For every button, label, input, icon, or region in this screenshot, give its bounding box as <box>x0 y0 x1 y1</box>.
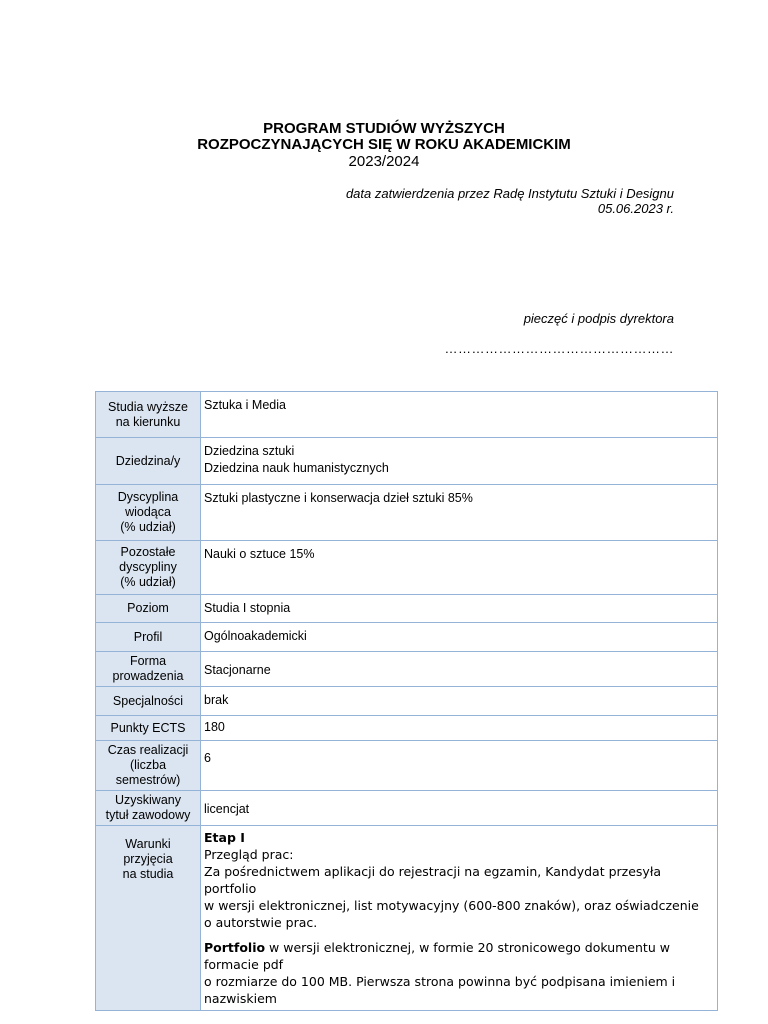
stage-heading: Etap I <box>204 830 245 845</box>
row-label: Specjalności <box>96 687 201 716</box>
table-row <box>96 392 718 438</box>
title-line-2: ROZPOCZYNAJĄCYCH SIĘ W ROKU AKADEMICKIM <box>197 136 571 153</box>
signature-line: …………………………………………… <box>444 341 674 356</box>
table-row <box>96 438 718 485</box>
table-row <box>96 595 718 623</box>
academic-year: 2023/2024 <box>348 153 420 170</box>
row-label: Punkty ECTS <box>96 716 201 741</box>
portfolio-text: Portfolio w wersji elektronicznej, w formie 20 stronicowego dokumentu w formacie pdf <box>204 940 670 972</box>
row-value: Dziedzina sztuki Dziedzina nauk humanistycznych <box>201 438 718 485</box>
approval-date: 05.06.2023 r. <box>597 201 674 216</box>
title-line-1: PROGRAM STUDIÓW WYŻSZYCH <box>263 120 505 137</box>
row-value: Studia I stopnia <box>201 595 718 623</box>
row-value: licencjat <box>201 791 718 826</box>
row-value: Sztuki plastyczne i konserwacja dzieł sztuki 85% <box>201 485 718 541</box>
table-row <box>96 652 718 687</box>
admission-text: Za pośrednictwem aplikacji do rejestracji na egzamin, Kandydat przesyła portfolio <box>204 864 662 896</box>
row-label: Pozostałe dyscypliny (% udział) <box>96 541 201 595</box>
table-row-admission <box>96 826 718 1011</box>
portfolio-text: o rozmiarze do 100 MB. Pierwsza strona powinna być podpisana imieniem i nazwiskiem <box>204 974 676 1006</box>
table-row <box>96 623 718 652</box>
row-value: 180 <box>201 716 718 741</box>
row-label: Warunki przyjęcia na studia <box>96 826 201 1011</box>
row-label: Profil <box>96 623 201 652</box>
row-value: Sztuka i Media <box>201 392 718 438</box>
table-row <box>96 485 718 541</box>
stamp-label: pieczęć i podpis dyrektora <box>523 311 674 326</box>
row-label: Studia wyższe na kierunku <box>96 392 201 438</box>
row-label: Poziom <box>96 595 201 623</box>
row-value: Ogólnoakademicki <box>201 623 718 652</box>
admission-details <box>201 826 718 1011</box>
table-row <box>96 791 718 826</box>
table-row <box>96 716 718 741</box>
row-value: 6 <box>201 741 718 791</box>
table-row <box>96 541 718 595</box>
table-row <box>96 741 718 791</box>
row-label: Czas realizacji (liczba semestrów) <box>96 741 201 791</box>
row-label: Dyscyplina wiodąca (% udział) <box>96 485 201 541</box>
program-table <box>95 391 718 1011</box>
admission-text: o autorstwie prac. <box>204 915 318 930</box>
row-value: brak <box>201 687 718 716</box>
admission-text: w wersji elektronicznej, list motywacyjny (600-800 znaków), oraz oświadczenie <box>204 898 699 913</box>
row-label: Uzyskiwany tytuł zawodowy <box>96 791 201 826</box>
row-value: Stacjonarne <box>201 652 718 687</box>
table-row <box>96 687 718 716</box>
review-heading: Przegląd prac: <box>204 847 294 862</box>
row-label: Dziedzina/y <box>96 438 201 485</box>
row-label: Forma prowadzenia <box>96 652 201 687</box>
approval-text: data zatwierdzenia przez Radę Instytutu Sztuki i Designu <box>345 186 674 201</box>
row-value: Nauki o sztuce 15% <box>201 541 718 595</box>
